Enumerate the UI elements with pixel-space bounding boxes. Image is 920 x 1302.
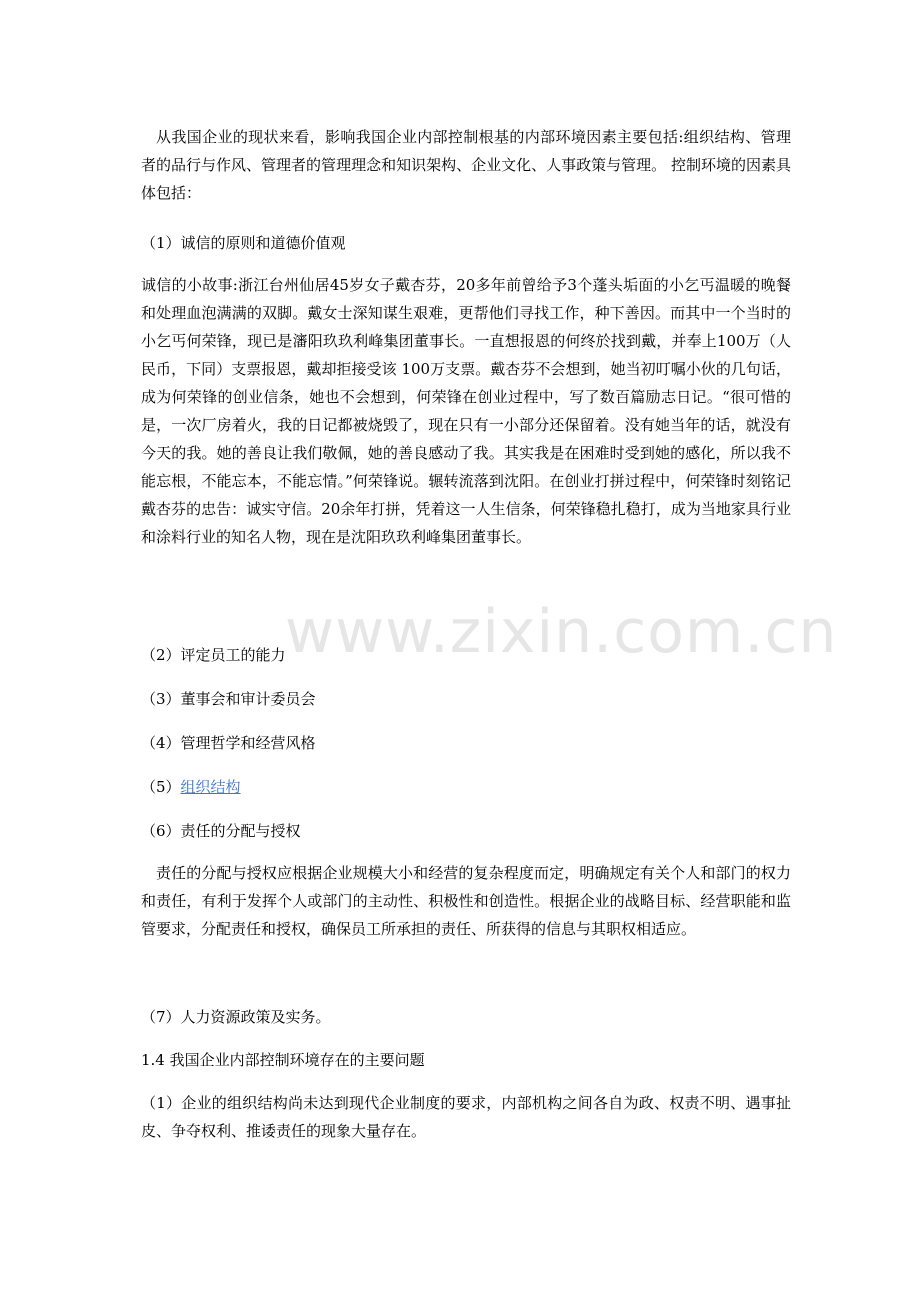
list-item-2: （2）评定员工的能力 bbox=[141, 646, 286, 664]
list-item-1: （1）诚信的原则和道德价值观 bbox=[141, 234, 346, 252]
section-heading: 1.4 我国企业内部控制环境存在的主要问题 bbox=[141, 1051, 425, 1069]
intro-paragraph: 从我国企业的现状来看，影响我国企业内部控制根基的内部环境因素主要包括:组织结构、管理者的品行与作风、管理者的管理理念和知识架构、企业文化、人事政策与管理。 控制环境的因素具体包括： bbox=[141, 128, 791, 202]
list-item-4: （4）管理哲学和经营风格 bbox=[141, 734, 316, 752]
story-paragraph: 诚信的小故事:浙江台州仙居45岁女子戴杏芬，20多年前曾给予3个蓬头垢面的小乞丐温暖的晚餐和处理血泡满满的双脚。戴女士深知谋生艰难，更帮他们寻找工作，种下善因。而其中一个当时的小乞丐何荣锋，现已是瀋阳玖玖利峰集团董事长。一直想报恩的何终於找到戴，并奉上100万（人民币，下同）支票报恩，戴却拒接受该 100万支票。戴杏芬不会想到，她当初叮嘱小伙的几句话，成为何荣锋的创业信条，她也不会想到，何荣锋在创业过程中，写了数百篇励志日记。“很可惜的是，一次厂房着火，我的日记都被烧毁了，现在只有一小部分还保留着。没有她当年的话，就没有今天的我。她的善良让我们敬佩，她的善良感动了我。其实我是在困难时受到她的感化，所以我不能忘根，不能忘本，不能忘情。”何荣锋说。辗转流落到沈阳。在创业打拼过程中，何荣锋时刻铭记戴杏芬的忠告：诚实守信。20余年打拼，凭着这一人生信条，何荣锋稳扎稳打，成为当地家具行业和涂料行业的知名人物，现在是沈阳玖玖利峰集团董事长。 bbox=[141, 276, 791, 546]
list-item-6: （6）责任的分配与授权 bbox=[141, 822, 301, 840]
list-item-5 bbox=[141, 773, 241, 801]
list-item-3: （3）董事会和审计委员会 bbox=[141, 690, 316, 708]
organization-structure-link[interactable]: 组织结构 bbox=[180, 778, 241, 796]
list-item-5-prefix: （5） bbox=[141, 778, 181, 796]
item6-paragraph: 责任的分配与授权应根据企业规模大小和经营的复杂程度而定，明确规定有关个人和部门的权力和责任，有利于发挥个人或部门的主动性、积极性和创造性。根据企业的战略目标、经营职能和监管要求，分配责任和授权，确保员工所承担的责任、所获得的信息与其职权相适应。 bbox=[141, 864, 791, 938]
watermark: www.zixin.com.cn bbox=[285, 597, 838, 667]
list-item-7: （7）人力资源政策及实务。 bbox=[141, 1008, 331, 1026]
problem-1-paragraph: （1）企业的组织结构尚未达到现代企业制度的要求，内部机构之间各自为政、权责不明、遇事扯皮、争夺权利、推诿责任的现象大量存在。 bbox=[141, 1094, 791, 1140]
